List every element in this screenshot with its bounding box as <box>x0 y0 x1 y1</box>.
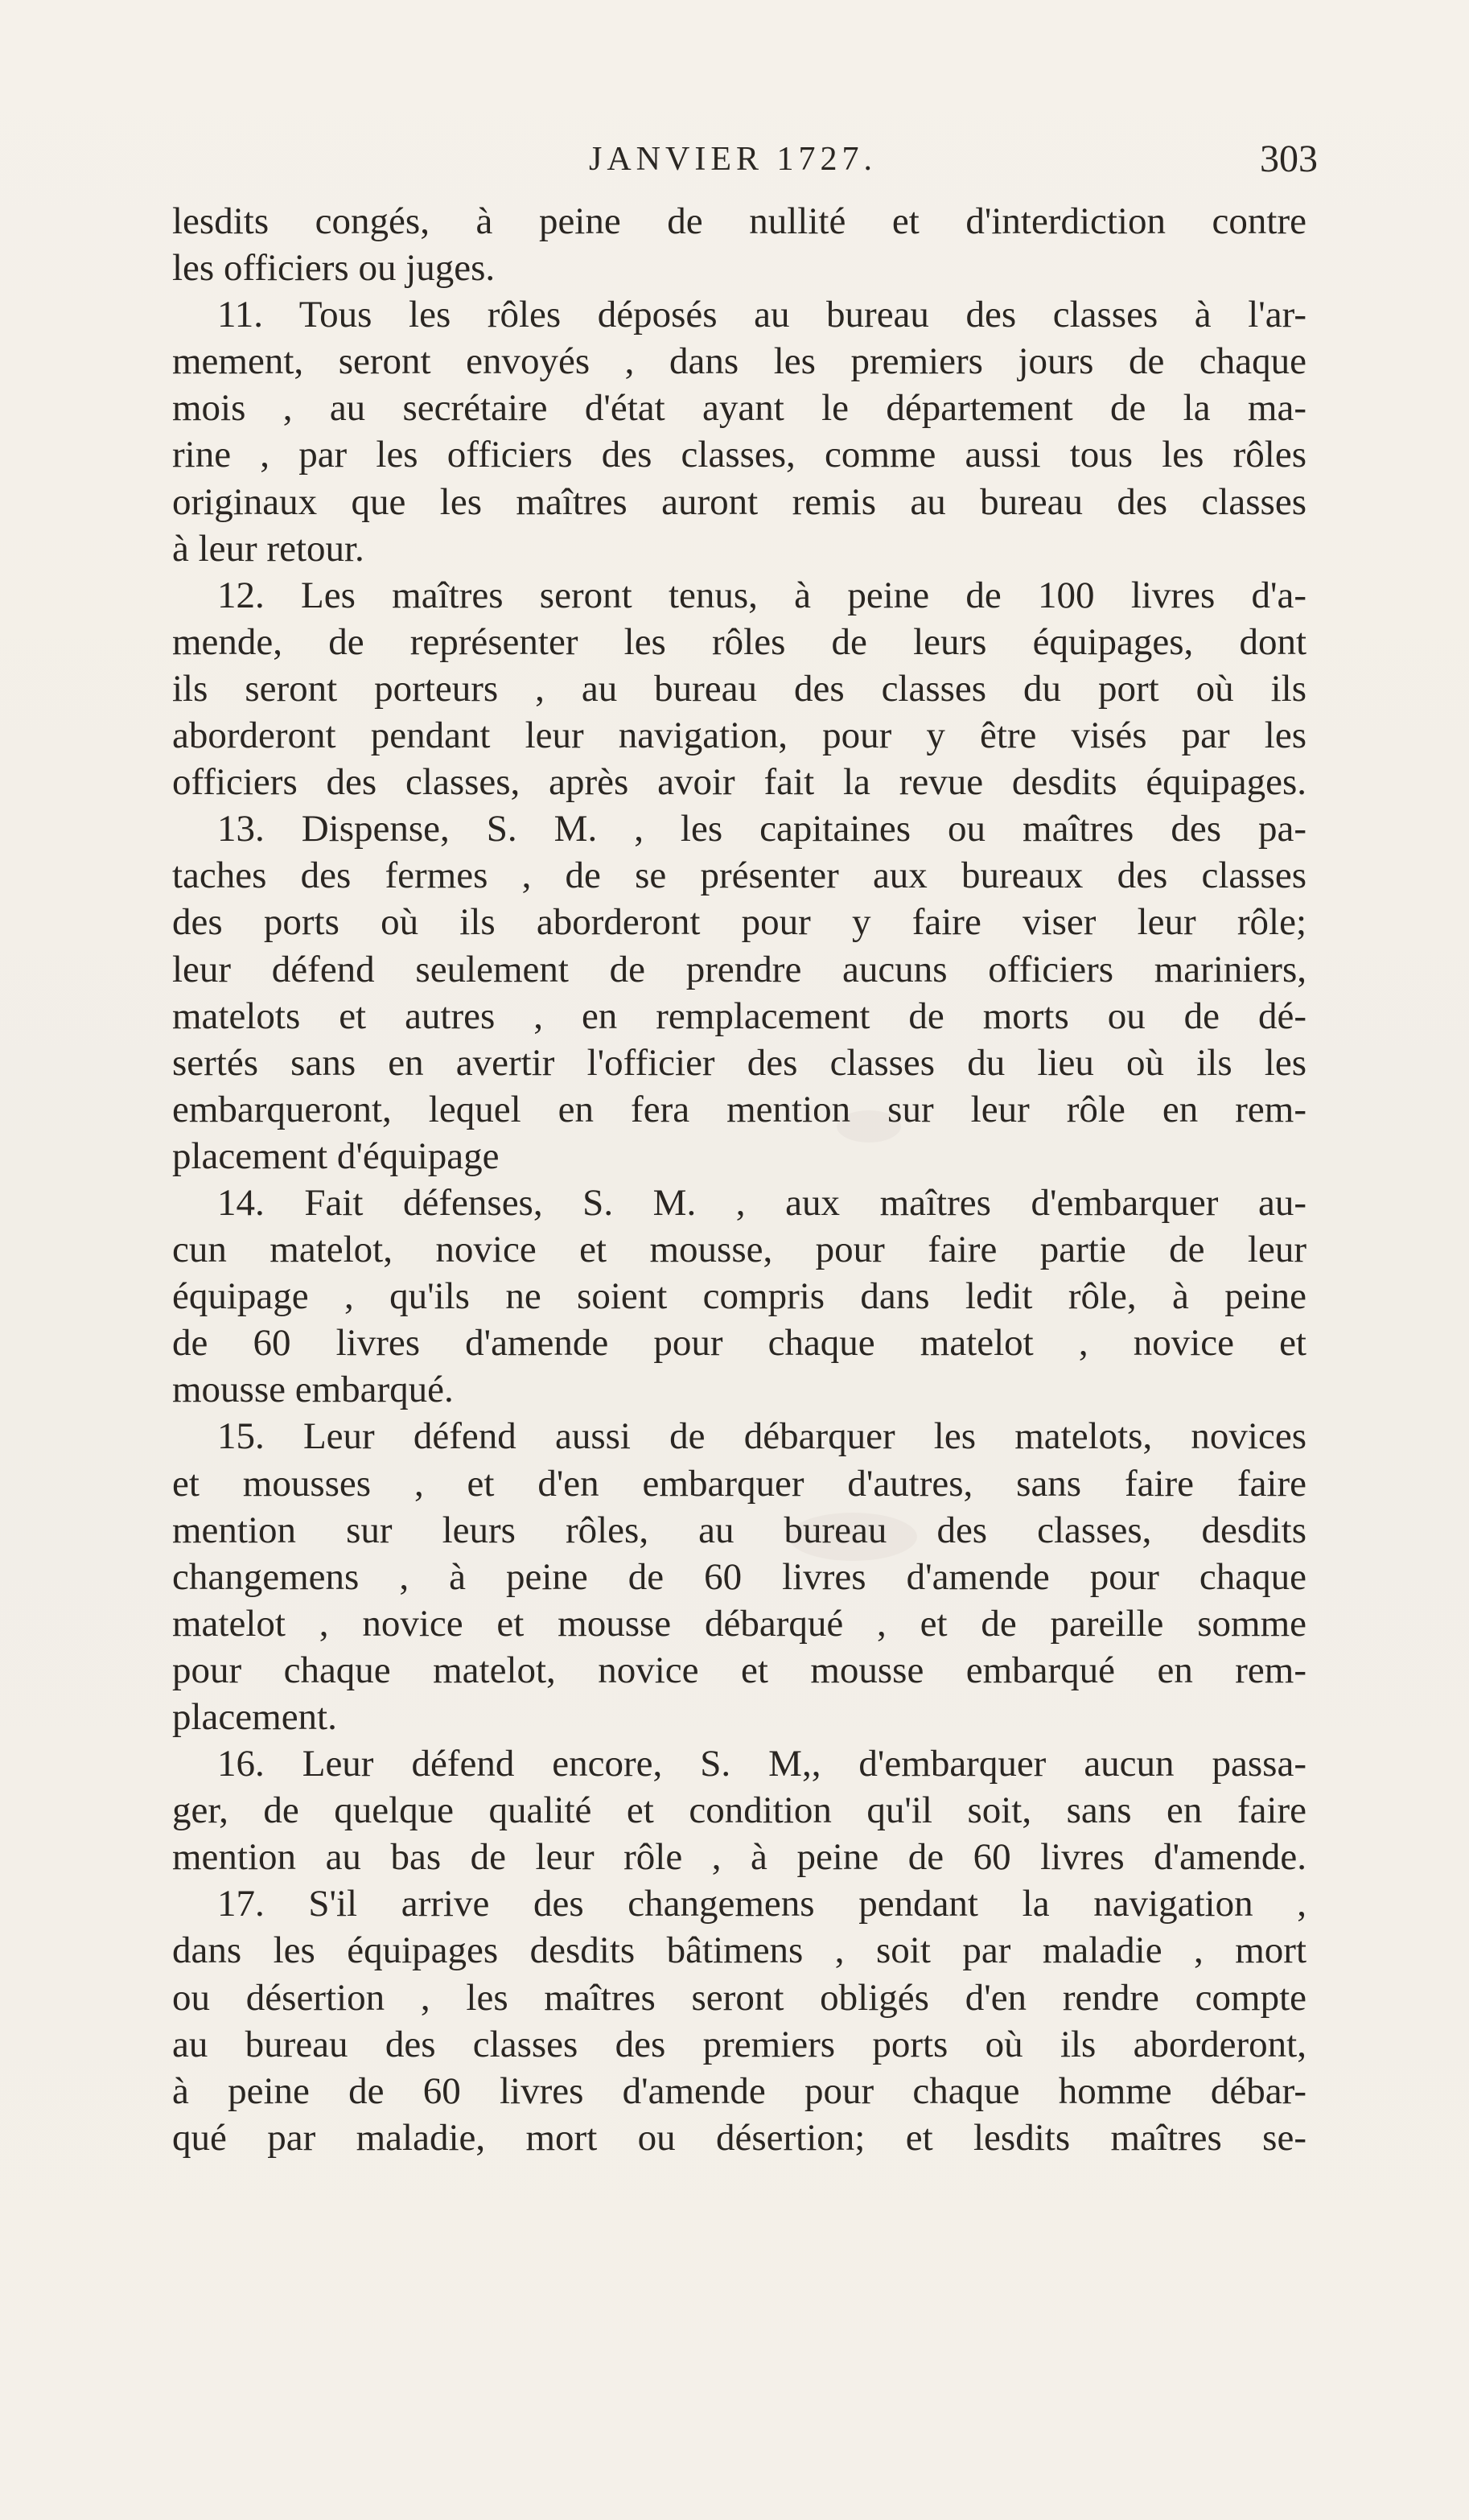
article-16-line: 16. Leur défend encore, S. M,, d'embarquer aucun passa- <box>217 1743 1306 1785</box>
text-line: à leur retour. <box>172 527 364 570</box>
text-line: dans les équipages desdits bâtimens , soit par maladie , mort <box>172 1929 1306 1972</box>
text-line: au bureau des classes des premiers ports où ils aborderont, <box>172 2023 1306 2065</box>
text-line: équipage , qu'ils ne soient compris dans ledit rôle, à peine <box>172 1275 1306 1318</box>
text-line: les officiers ou juges. <box>172 247 496 290</box>
text-line: mention au bas de leur rôle , à peine de 60 livres d'amende. <box>172 1836 1306 1879</box>
article-13-line: 13. Dispense, S. M. , les capitaines ou maîtres des pa- <box>217 808 1306 850</box>
article-14-line: 14. Fait défenses, S. M. , aux maîtres d'embarquer au- <box>217 1181 1306 1224</box>
article-12-line: 12. Les maîtres seront tenus, à peine de 100 livres d'a- <box>217 574 1306 616</box>
body-text <box>172 198 1306 2161</box>
text-line: mention sur leurs rôles, au bureau des classes, desdits <box>172 1509 1306 1551</box>
text-line: à peine de 60 livres d'amende pour chaque homme débar- <box>172 2069 1306 2112</box>
text-line: mois , au secrétaire d'état ayant le département de la ma- <box>172 387 1306 430</box>
text-line: aborderont pendant leur navigation, pour y être visés par les <box>172 714 1306 757</box>
page-header <box>0 135 1469 183</box>
text-line: matelots et autres , en remplacement de morts ou de dé- <box>172 994 1306 1037</box>
text-line: officiers des classes, après avoir fait la revue desdits équipages. <box>172 761 1306 804</box>
text-line: matelot , novice et mousse débarqué , et de pareille somme <box>172 1602 1306 1645</box>
text-line: de 60 livres d'amende pour chaque matelot , novice et <box>172 1322 1306 1365</box>
text-line: placement. <box>172 1696 337 1738</box>
page-number: 303 <box>1260 138 1318 180</box>
text-line: et mousses , et d'en embarquer d'autres, sans faire faire <box>172 1462 1306 1505</box>
text-line: placement d'équipage <box>172 1134 500 1177</box>
text-line: qué par maladie, mort ou désertion; et lesdits maîtres se- <box>172 2116 1306 2159</box>
text-line: rine , par les officiers des classes, comme aussi tous les rôles <box>172 434 1306 476</box>
text-line: sertés sans en avertir l'officier des classes du lieu où ils les <box>172 1041 1306 1084</box>
text-line: taches des fermes , de se présenter aux bureaux des classes <box>172 854 1306 897</box>
text-line: pour chaque matelot, novice et mousse embarqué en rem- <box>172 1649 1306 1691</box>
text-line: embarqueront, lequel en fera mention sur leur rôle en rem- <box>172 1088 1306 1130</box>
article-17-line: 17. S'il arrive des changemens pendant la navigation , <box>217 1883 1306 1925</box>
text-line: leur défend seulement de prendre aucuns officiers mariniers, <box>172 948 1306 990</box>
text-line: changemens , à peine de 60 livres d'amende pour chaque <box>172 1555 1306 1598</box>
text-line: originaux que les maîtres auront remis au bureau des classes <box>172 480 1306 523</box>
article-11-line: 11. Tous les rôles déposés au bureau des classes à l'ar- <box>217 294 1306 336</box>
text-line: mement, seront envoyés , dans les premiers jours de chaque <box>172 340 1306 383</box>
running-title: JANVIER 1727. <box>589 141 877 178</box>
text-line: ou désertion , les maîtres seront obligés d'en rendre compte <box>172 1976 1306 2019</box>
text-line: ils seront porteurs , au bureau des classes du port où ils <box>172 667 1306 710</box>
text-line: mende, de représenter les rôles de leurs équipages, dont <box>172 620 1306 663</box>
text-line: cun matelot, novice et mousse, pour faire partie de leur <box>172 1229 1306 1271</box>
article-15-line: 15. Leur défend aussi de débarquer les matelots, novices <box>217 1415 1306 1458</box>
text-line: mousse embarqué. <box>172 1369 454 1411</box>
text-line: ger, de quelque qualité et condition qu'il soit, sans en faire <box>172 1789 1306 1832</box>
text-line: lesdits congés, à peine de nullité et d'interdiction contre <box>172 200 1306 242</box>
text-line: des ports où ils aborderont pour y faire viser leur rôle; <box>172 901 1306 944</box>
